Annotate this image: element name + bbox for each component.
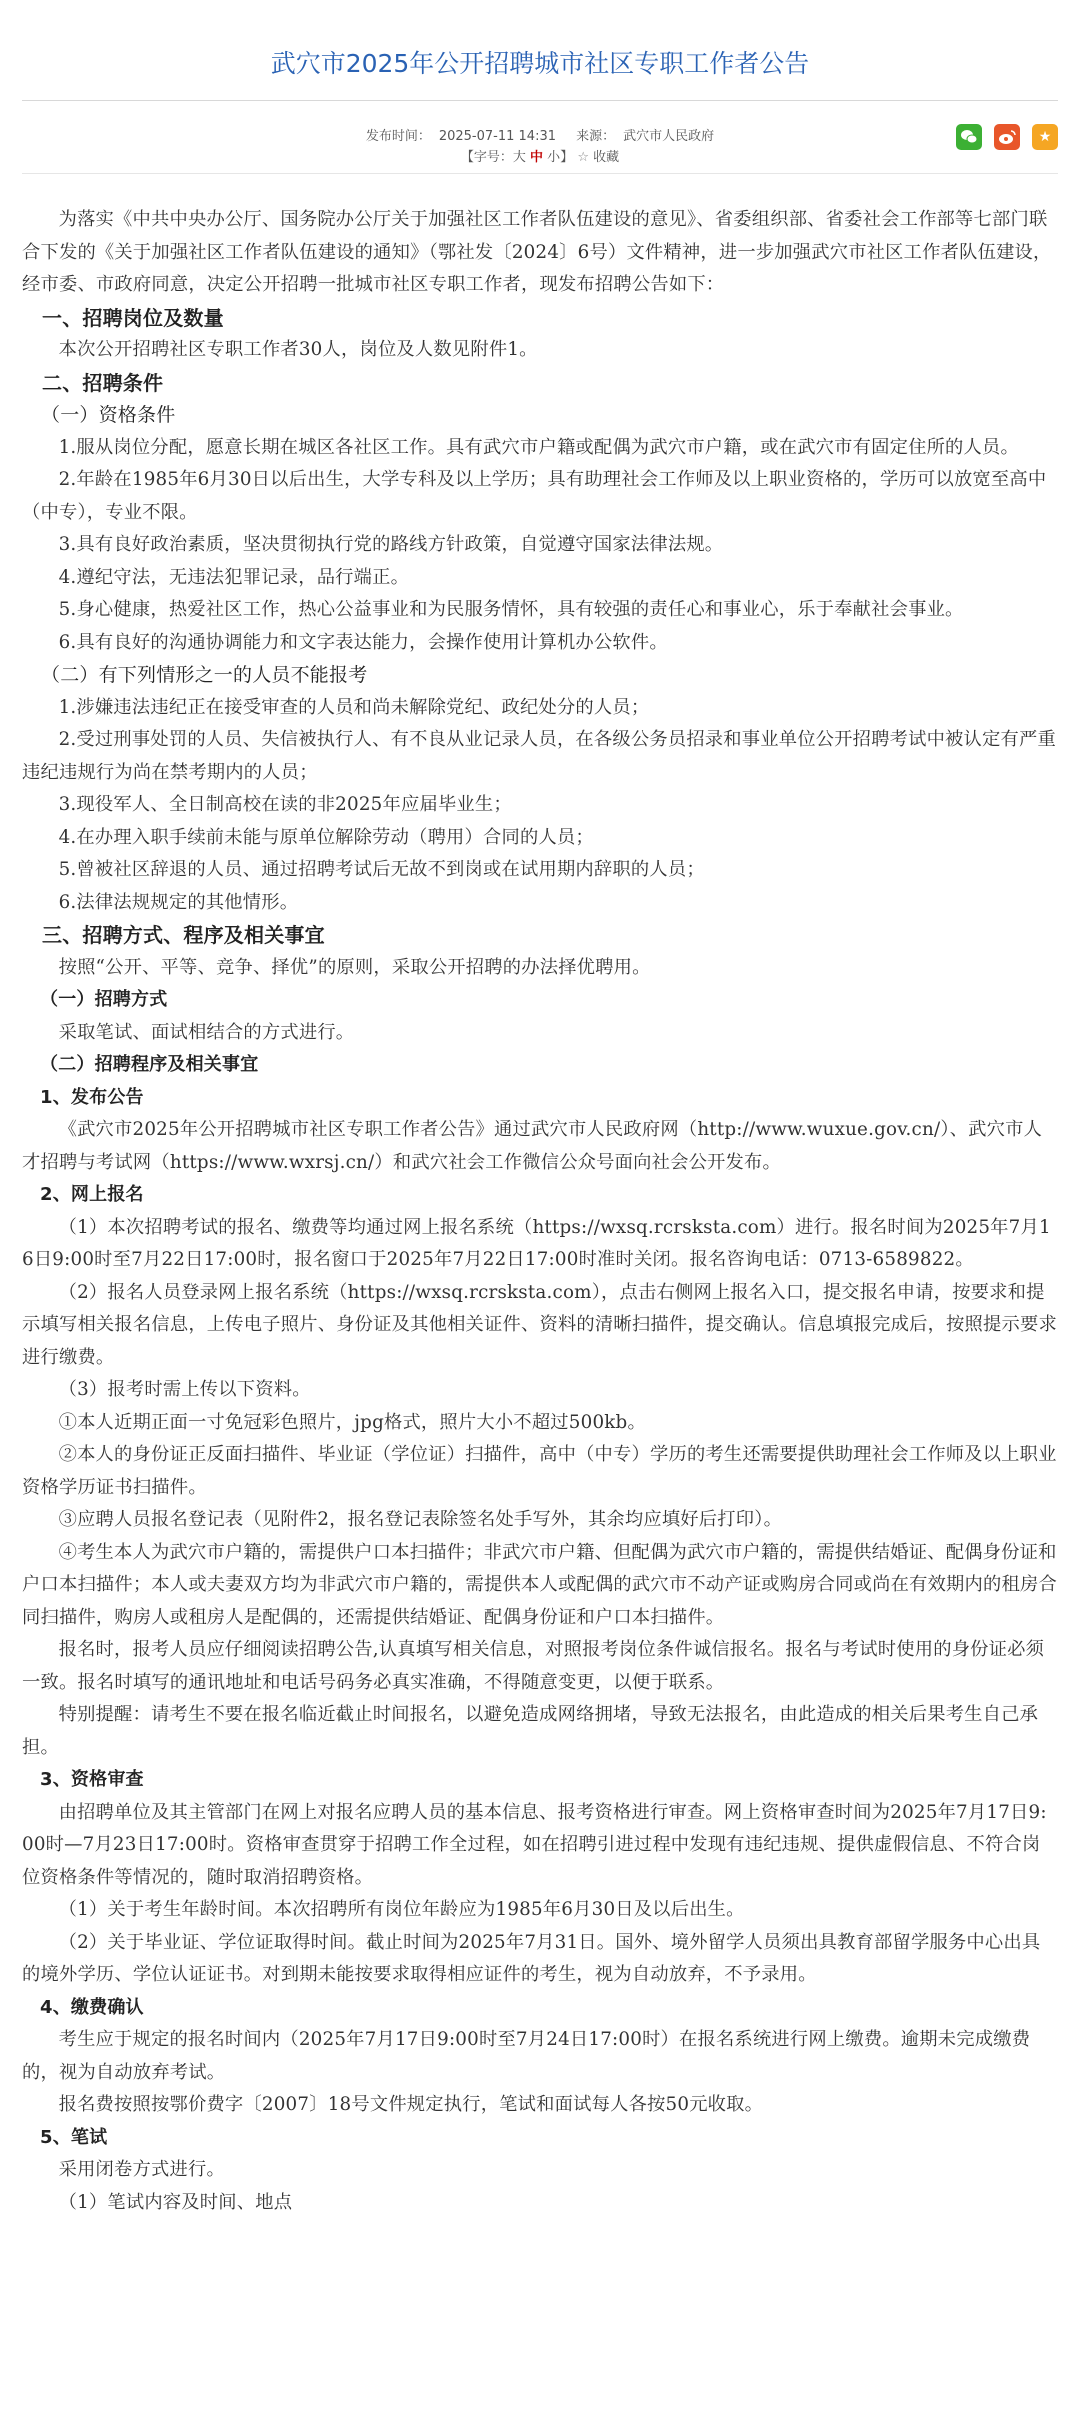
paragraph: （1）关于考生年龄时间。本次招聘所有岗位年龄应为1985年6月30日及以后出生。: [58, 1899, 745, 1920]
weibo-icon: [998, 129, 1016, 145]
paragraph: 1.涉嫌违法违纪正在接受审查的人员和尚未解除党纪、政纪处分的人员；: [58, 696, 650, 718]
publish-label: 发布时间：: [365, 129, 431, 144]
paragraph: 6.具有良好的沟通协调能力和文字表达能力，会操作使用计算机办公软件。: [58, 631, 668, 653]
font-size-close: 】: [560, 150, 574, 165]
paragraph: 采用闭卷方式进行。: [58, 2159, 225, 2180]
paragraph: （1）本次招聘考试的报名、缴费等均通过网上报名系统（https://wxsq.rcrsksta.com）进行。报名时间为2025年7月16日9:00时至7月22日17:00时，报名窗口于2025年7月22日17:00时准时关闭。报名咨询电话：0713-6589822。: [22, 1216, 1051, 1270]
paragraph: 2.年龄在1985年6月30日以后出生，大学专科及以上学历；具有助理社会工作师及以上职业资格的，学历可以放宽至高中（中专），专业不限。: [22, 469, 1047, 523]
paragraph: ④考生本人为武穴市户籍的，需提供户口本扫描件；非武穴市户籍、但配偶为武穴市户籍的，需提供结婚证、配偶身份证和户口本扫描件；本人或夫妻双方均为非武穴市户籍的，需提供本人或配偶的武穴市不动产证或购房合同或尚在有效期内的租房合同扫描件，购房人或租房人是配偶的，还需提供结婚证、配偶身份证和户口本扫描件。: [22, 1541, 1057, 1628]
paragraph: 5.身心健康，热爱社区工作，热心公益事业和为民服务情怀，具有较强的责任心和事业心，乐于奉献社会事业。: [58, 599, 964, 620]
paragraph: （2）关于毕业证、学位证取得时间。截止时间为2025年7月31日。国外、境外留学人员须出具教育部留学服务中心出具的境外学历、学位认证证书。对到期未能按要求取得相应证件的考生，视为自动放弃，不予录用。: [22, 1931, 1041, 1985]
section-heading: 三、招聘方式、程序及相关事宜: [42, 923, 325, 947]
star-outline-icon: ☆: [577, 150, 589, 165]
step-heading: 5、笔试: [40, 2126, 108, 2148]
divider: [22, 100, 1058, 101]
paragraph: （3）报考时需上传以下资料。: [58, 1379, 311, 1400]
paragraph: 报名时，报考人员应仔细阅读招聘公告,认真填写相关信息，对照报考岗位条件诚信报名。报名与考试时使用的身份证必须一致。报名时填写的通讯地址和电话号码务必真实准确，不得随意变更，以便于联系。: [22, 1639, 1045, 1693]
share-bar: [956, 124, 1058, 150]
wechat-share-button[interactable]: [956, 124, 982, 150]
divider: [22, 173, 1058, 174]
paragraph: 考生应于规定的报名时间内（2025年7月17日9:00时至7月24日17:00时）在报名系统进行网上缴费。逾期未完成缴费的，视为自动放弃考试。: [22, 2029, 1031, 2083]
wechat-icon: [960, 129, 978, 145]
paragraph: 3.现役军人、全日制高校在读的非2025年应届毕业生；: [58, 794, 512, 815]
page-title: 武穴市2025年公开招聘城市社区专职工作者公告: [270, 49, 810, 78]
favorite-label: 收藏: [593, 150, 620, 165]
paragraph: 2.受过刑事处罚的人员、失信被执行人、有不良从业记录人员，在各级公务员招录和事业单位公开招聘考试中被认定有严重违纪违规行为尚在禁考期内的人员；: [22, 729, 1056, 783]
section-heading: 二、招聘条件: [42, 370, 164, 395]
subsection-heading: （一）招聘方式: [40, 989, 168, 1010]
font-size-large-button[interactable]: 大: [512, 150, 526, 165]
step-heading: 1、发布公告: [40, 1086, 144, 1108]
paragraph: 4.在办理入职手续前未能与原单位解除劳动（聘用）合同的人员；: [58, 826, 594, 848]
font-size-small-button[interactable]: 小: [547, 150, 561, 165]
source-label: 来源：: [576, 129, 616, 144]
article-body: [22, 204, 1058, 2219]
intro-paragraph: 为落实《中共中央办公厅、国务院办公厅关于加强社区工作者队伍建设的意见》、省委组织部、省委社会工作部等七部门联合下发的《关于加强社区工作者队伍建设的通知》（鄂社发〔2024〕6号）文件精神，进一步加强武穴市社区工作者队伍建设，经市委、市政府同意，决定公开招聘一批城市社区专职工作者，现发布招聘公告如下：: [22, 209, 1052, 295]
paragraph: （2）报名人员登录网上报名系统（https://wxsq.rcrsksta.com），点击右侧网上报名入口，提交报名申请，按要求和提示填写相关报名信息，上传电子照片、身份证及其他相关证件、资料的清晰扫描件，提交确认。信息填报完成后，按照提示要求进行缴费。: [22, 1281, 1057, 1368]
paragraph: ①本人近期正面一寸免冠彩色照片，jpg格式，照片大小不超过500kb。: [58, 1411, 646, 1433]
paragraph: 采取笔试、面试相结合的方式进行。: [58, 1021, 355, 1043]
step-heading: 2、网上报名: [40, 1184, 144, 1205]
article-meta: [0, 126, 1080, 168]
paragraph: 1.服从岗位分配，愿意长期在城区各社区工作。具有武穴市户籍或配偶为武穴市户籍，或在武穴市有固定住所的人员。: [58, 436, 1019, 458]
subsection-heading: （二）有下列情形之一的人员不能报考: [41, 664, 368, 686]
paragraph: 本次公开招聘社区专职工作者30人，岗位及人数见附件1。: [58, 339, 538, 360]
step-heading: 3、资格审查: [40, 1769, 144, 1790]
subsection-heading: （二）招聘程序及相关事宜: [40, 1054, 259, 1075]
source: 武穴市人民政府: [623, 129, 715, 144]
font-size-medium-button[interactable]: 中: [530, 150, 544, 165]
paragraph: ③应聘人员报名登记表（见附件2，报名登记表除签名处手写外，其余均应填好后打印）。: [58, 1509, 783, 1530]
section-heading: 一、招聘岗位及数量: [42, 305, 224, 330]
paragraph: 按照“公开、平等、竞争、择优”的原则，采取公开招聘的办法择优聘用。: [58, 956, 651, 978]
publish-time: 2025-07-11 14:31: [438, 129, 556, 144]
paragraph: 3.具有良好政治素质，坚决贯彻执行党的路线方针政策，自觉遵守国家法律法规。: [58, 534, 724, 555]
favorite-button[interactable]: [577, 150, 619, 165]
font-size-label: 【字号：: [460, 150, 513, 165]
paragraph: （1）笔试内容及时间、地点: [58, 2191, 293, 2213]
paragraph: 5.曾被社区辞退的人员、通过招聘考试后无故不到岗或在试用期内辞职的人员；: [58, 859, 705, 880]
paragraph: 由招聘单位及其主管部门在网上对报名应聘人员的基本信息、报考资格进行审查。网上资格审查时间为2025年7月17日9:00时—7月23日17:00时。资格审查贯穿于招聘工作全过程，如在招聘引进过程中发现有违纪违规、提供虚假信息、不符合岗位资格条件等情况的，随时取消招聘资格。: [22, 1801, 1047, 1888]
paragraph: 4.遵纪守法，无违法犯罪记录，品行端正。: [58, 566, 410, 588]
paragraph: 《武穴市2025年公开招聘城市社区专职工作者公告》通过武穴市人民政府网（http://www.wuxue.gov.cn/）、武穴市人才招聘与考试网（https://www.wxrsj.cn/）和武穴社会工作微信公众号面向社会公开发布。: [22, 1119, 1043, 1173]
paragraph: 6.法律法规规定的其他情形。: [58, 891, 299, 913]
paragraph: 报名费按照按鄂价费字〔2007〕18号文件规定执行，笔试和面试每人各按50元收取。: [58, 2094, 764, 2115]
subsection-heading: （一）资格条件: [41, 404, 176, 426]
step-heading: 4、缴费确认: [40, 1996, 144, 2018]
favorite-share-button[interactable]: [1032, 124, 1058, 150]
paragraph: ②本人的身份证正反面扫描件、毕业证（学位证）扫描件，高中（中专）学历的考生还需要提供助理社会工作师及以上职业资格学历证书扫描件。: [22, 1444, 1057, 1498]
weibo-share-button[interactable]: [994, 124, 1020, 150]
paragraph: 特别提醒：请考生不要在报名临近截止时间报名，以避免造成网络拥堵，导致无法报名，由此造成的相关后果考生自己承担。: [22, 1704, 1039, 1758]
star-icon: ★: [1038, 129, 1052, 145]
